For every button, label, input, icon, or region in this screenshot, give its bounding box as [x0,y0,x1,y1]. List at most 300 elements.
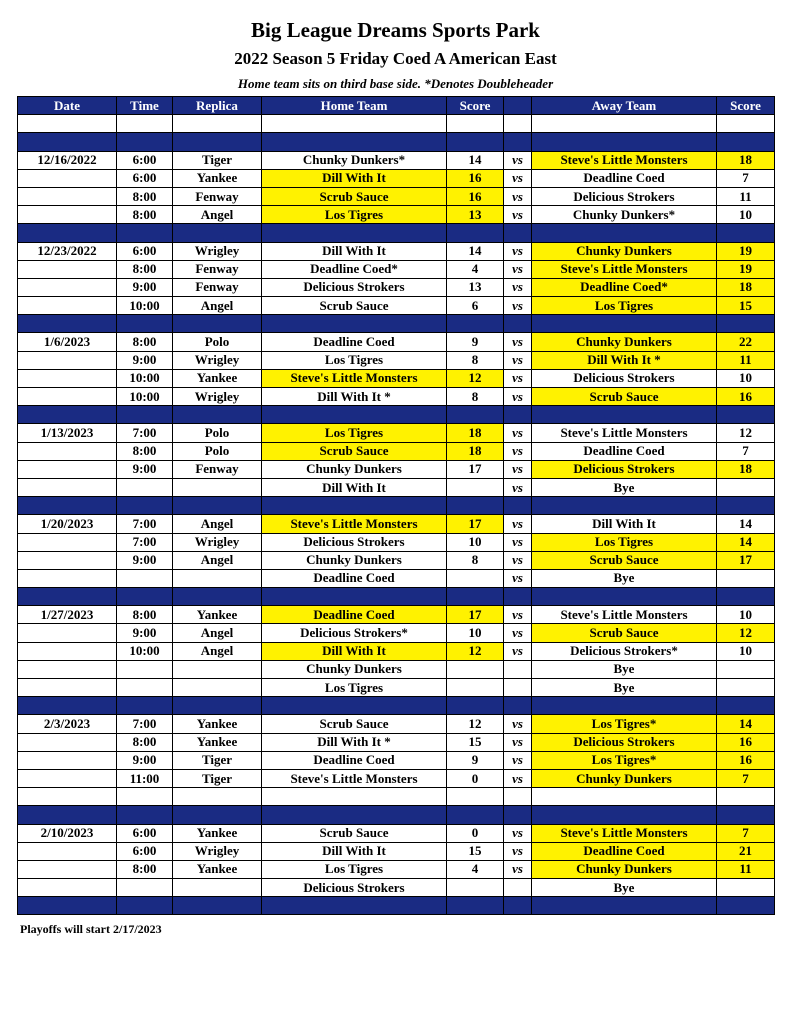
game-date [18,533,117,551]
home-team: Chunky Dunkers [262,551,447,569]
separator-cell [262,406,447,424]
field-replica: Tiger [173,751,262,769]
game-date [18,624,117,642]
away-team: Delicious Strokers [532,460,717,478]
away-team: Los Tigres [532,297,717,315]
game-row [18,278,775,296]
separator-cell [173,588,262,606]
home-score: 15 [447,733,504,751]
separator-cell [173,224,262,242]
separator-cell [117,588,173,606]
game-row [18,733,775,751]
versus: vs [504,151,532,169]
home-score: 6 [447,297,504,315]
blank-cell [532,788,717,806]
versus: vs [504,824,532,842]
game-row [18,642,775,660]
separator-cell [117,133,173,151]
game-row [18,206,775,224]
game-time: 10:00 [117,369,173,387]
away-score [717,679,775,697]
separator-cell [262,897,447,915]
separator-cell [504,224,532,242]
versus: vs [504,478,532,496]
blank-cell [117,788,173,806]
game-row [18,169,775,187]
away-team: Scrub Sauce [532,624,717,642]
game-row [18,769,775,787]
versus: vs [504,751,532,769]
field-replica: Yankee [173,733,262,751]
game-row [18,333,775,351]
page-title: Big League Dreams Sports Park [251,18,540,42]
separator-cell [447,224,504,242]
separator-cell [262,315,447,333]
game-date [18,369,117,387]
week-separator [18,588,775,606]
home-team: Deadline Coed [262,751,447,769]
versus: vs [504,169,532,187]
home-team: Delicious Strokers [262,533,447,551]
game-row [18,551,775,569]
game-time: 9:00 [117,351,173,369]
home-team: Steve's Little Monsters [262,369,447,387]
away-score [717,660,775,678]
home-score [447,679,504,697]
home-score: 13 [447,278,504,296]
game-date [18,388,117,406]
header-row [18,97,775,115]
away-score: 21 [717,842,775,860]
away-team: Bye [532,879,717,897]
separator-cell [262,806,447,824]
away-score: 14 [717,715,775,733]
field-replica: Angel [173,206,262,224]
separator-cell [173,133,262,151]
versus: vs [504,842,532,860]
game-date: 1/6/2023 [18,333,117,351]
away-team: Bye [532,569,717,587]
versus: vs [504,442,532,460]
separator-cell [18,224,117,242]
separator-cell [447,897,504,915]
home-team: Deadline Coed [262,333,447,351]
away-score: 12 [717,624,775,642]
game-row [18,151,775,169]
blank-row [18,115,775,133]
col-away-team: Away Team [532,97,717,115]
week-separator [18,897,775,915]
versus: vs [504,769,532,787]
separator-cell [447,497,504,515]
game-row [18,606,775,624]
separator-cell [117,806,173,824]
schedule-table [17,96,775,915]
away-score: 16 [717,733,775,751]
away-team: Chunky Dunkers [532,860,717,878]
versus: vs [504,242,532,260]
away-score: 10 [717,206,775,224]
home-score: 14 [447,242,504,260]
separator-cell [504,897,532,915]
away-score: 14 [717,533,775,551]
game-time: 8:00 [117,333,173,351]
separator-cell [173,406,262,424]
away-team: Deadline Coed [532,169,717,187]
separator-cell [504,406,532,424]
away-score: 18 [717,151,775,169]
home-score: 0 [447,769,504,787]
separator-cell [18,806,117,824]
col-home-team: Home Team [262,97,447,115]
game-date [18,478,117,496]
game-time: 6:00 [117,151,173,169]
away-team: Bye [532,660,717,678]
week-separator [18,224,775,242]
away-score: 16 [717,388,775,406]
separator-cell [504,497,532,515]
game-row [18,388,775,406]
away-score: 7 [717,169,775,187]
game-time [117,478,173,496]
game-date [18,842,117,860]
game-time: 8:00 [117,206,173,224]
game-time [117,569,173,587]
versus: vs [504,733,532,751]
separator-cell [447,697,504,715]
home-team: Los Tigres [262,206,447,224]
game-date [18,879,117,897]
bye-row [18,478,775,496]
versus: vs [504,351,532,369]
game-row [18,515,775,533]
separator-cell [717,697,775,715]
game-time: 7:00 [117,424,173,442]
home-score: 17 [447,515,504,533]
week-separator [18,406,775,424]
separator-cell [532,406,717,424]
versus: vs [504,515,532,533]
game-date: 12/16/2022 [18,151,117,169]
season-subtitle: 2022 Season 5 Friday Coed A American East [234,49,557,68]
game-time: 11:00 [117,769,173,787]
schedule-body [18,115,775,915]
separator-cell [262,497,447,515]
game-time [117,660,173,678]
away-team: Deadline Coed [532,442,717,460]
home-team: Scrub Sauce [262,297,447,315]
home-score [447,879,504,897]
home-team: Los Tigres [262,351,447,369]
field-replica: Wrigley [173,242,262,260]
away-team: Delicious Strokers [532,733,717,751]
separator-cell [18,133,117,151]
blank-cell [504,115,532,133]
away-score: 11 [717,187,775,205]
col-away-score: Score [717,97,775,115]
blank-cell [262,788,447,806]
game-date: 2/10/2023 [18,824,117,842]
game-row [18,624,775,642]
game-row [18,351,775,369]
away-score [717,569,775,587]
separator-cell [717,224,775,242]
away-team: Bye [532,478,717,496]
bye-row [18,879,775,897]
home-team: Dill With It [262,478,447,496]
home-score: 9 [447,751,504,769]
field-replica: Polo [173,333,262,351]
versus [504,879,532,897]
away-team: Steve's Little Monsters [532,606,717,624]
separator-cell [717,315,775,333]
col-date: Date [18,97,117,115]
separator-cell [173,315,262,333]
separator-cell [18,315,117,333]
game-time: 6:00 [117,169,173,187]
away-score: 12 [717,424,775,442]
bye-row [18,679,775,697]
field-replica: Angel [173,551,262,569]
game-date: 1/27/2023 [18,606,117,624]
field-replica: Tiger [173,769,262,787]
blank-cell [18,115,117,133]
game-date [18,297,117,315]
game-date [18,460,117,478]
blank-cell [717,788,775,806]
versus: vs [504,460,532,478]
game-time: 8:00 [117,606,173,624]
away-team: Deadline Coed* [532,278,717,296]
home-team: Dill With It * [262,733,447,751]
separator-cell [18,497,117,515]
game-date [18,769,117,787]
game-time: 9:00 [117,278,173,296]
separator-cell [532,497,717,515]
away-team: Los Tigres [532,533,717,551]
blank-cell [173,115,262,133]
separator-cell [173,497,262,515]
game-time: 6:00 [117,824,173,842]
game-date: 2/3/2023 [18,715,117,733]
versus: vs [504,297,532,315]
away-team: Steve's Little Monsters [532,151,717,169]
home-score: 12 [447,369,504,387]
game-date: 1/20/2023 [18,515,117,533]
game-date: 1/13/2023 [18,424,117,442]
field-replica [173,569,262,587]
away-team: Los Tigres* [532,715,717,733]
away-score: 10 [717,369,775,387]
home-team: Dill With It [262,642,447,660]
game-date [18,733,117,751]
home-team: Los Tigres [262,424,447,442]
away-team: Scrub Sauce [532,551,717,569]
home-score: 16 [447,187,504,205]
separator-cell [262,588,447,606]
away-team: Dill With It * [532,351,717,369]
blank-cell [117,115,173,133]
home-team: Dill With It [262,242,447,260]
game-time: 9:00 [117,551,173,569]
home-team: Deadline Coed [262,569,447,587]
field-replica: Fenway [173,260,262,278]
game-time: 10:00 [117,642,173,660]
game-time: 10:00 [117,297,173,315]
versus: vs [504,260,532,278]
separator-cell [117,897,173,915]
separator-cell [532,133,717,151]
separator-cell [262,697,447,715]
game-row [18,369,775,387]
game-date [18,642,117,660]
game-date [18,551,117,569]
separator-cell [532,897,717,915]
blank-cell [173,788,262,806]
separator-cell [532,224,717,242]
home-score: 10 [447,624,504,642]
home-team: Scrub Sauce [262,442,447,460]
blank-cell [18,788,117,806]
field-replica: Wrigley [173,351,262,369]
separator-cell [532,697,717,715]
separator-cell [504,133,532,151]
away-score: 19 [717,260,775,278]
field-replica: Angel [173,515,262,533]
versus: vs [504,333,532,351]
away-team: Scrub Sauce [532,388,717,406]
away-team: Steve's Little Monsters [532,424,717,442]
home-team: Scrub Sauce [262,824,447,842]
game-time: 7:00 [117,533,173,551]
away-score: 19 [717,242,775,260]
away-team: Delicious Strokers* [532,642,717,660]
home-team: Scrub Sauce [262,715,447,733]
away-team: Chunky Dunkers [532,242,717,260]
separator-cell [262,133,447,151]
separator-cell [262,224,447,242]
away-score: 14 [717,515,775,533]
home-score [447,478,504,496]
bye-row [18,660,775,678]
separator-cell [532,588,717,606]
home-team: Los Tigres [262,860,447,878]
separator-cell [117,315,173,333]
home-score: 16 [447,169,504,187]
game-time [117,879,173,897]
separator-cell [532,315,717,333]
separator-cell [504,806,532,824]
home-team: Dill With It * [262,388,447,406]
home-score: 12 [447,642,504,660]
field-replica: Yankee [173,715,262,733]
home-team: Dill With It [262,169,447,187]
separator-cell [117,224,173,242]
home-team: Steve's Little Monsters [262,769,447,787]
away-team: Chunky Dunkers [532,333,717,351]
home-team: Chunky Dunkers [262,660,447,678]
field-replica: Yankee [173,824,262,842]
away-team: Delicious Strokers [532,369,717,387]
separator-cell [447,315,504,333]
home-team: Deadline Coed* [262,260,447,278]
separator-cell [717,588,775,606]
away-score [717,879,775,897]
field-replica [173,679,262,697]
separator-cell [717,897,775,915]
game-date [18,660,117,678]
field-replica: Fenway [173,460,262,478]
game-time: 8:00 [117,260,173,278]
versus: vs [504,606,532,624]
away-score: 11 [717,860,775,878]
home-team: Chunky Dunkers* [262,151,447,169]
game-time: 8:00 [117,733,173,751]
away-team: Deadline Coed [532,842,717,860]
away-team: Chunky Dunkers* [532,206,717,224]
separator-cell [117,406,173,424]
home-score: 4 [447,860,504,878]
away-score: 17 [717,551,775,569]
separator-cell [447,133,504,151]
field-replica: Yankee [173,860,262,878]
blank-row [18,788,775,806]
game-date [18,679,117,697]
game-row [18,715,775,733]
game-time: 8:00 [117,187,173,205]
week-separator [18,806,775,824]
away-score: 10 [717,606,775,624]
blank-cell [447,788,504,806]
game-date [18,860,117,878]
separator-cell [18,406,117,424]
home-team: Delicious Strokers [262,278,447,296]
field-replica: Polo [173,424,262,442]
field-replica: Wrigley [173,533,262,551]
blank-cell [262,115,447,133]
game-date [18,442,117,460]
field-replica: Angel [173,624,262,642]
versus: vs [504,369,532,387]
game-time: 6:00 [117,242,173,260]
home-score: 8 [447,351,504,369]
versus: vs [504,624,532,642]
game-date: 12/23/2022 [18,242,117,260]
home-team: Steve's Little Monsters [262,515,447,533]
home-score: 8 [447,388,504,406]
field-replica: Fenway [173,278,262,296]
separator-cell [717,497,775,515]
week-separator [18,697,775,715]
versus [504,679,532,697]
home-score: 17 [447,606,504,624]
versus: vs [504,206,532,224]
game-time: 8:00 [117,860,173,878]
home-team: Deadline Coed [262,606,447,624]
versus: vs [504,569,532,587]
game-row [18,533,775,551]
separator-cell [532,806,717,824]
blank-cell [447,115,504,133]
field-replica [173,879,262,897]
versus: vs [504,278,532,296]
away-score: 7 [717,769,775,787]
away-score [717,478,775,496]
game-row [18,187,775,205]
game-row [18,860,775,878]
game-time [117,679,173,697]
home-score: 17 [447,460,504,478]
